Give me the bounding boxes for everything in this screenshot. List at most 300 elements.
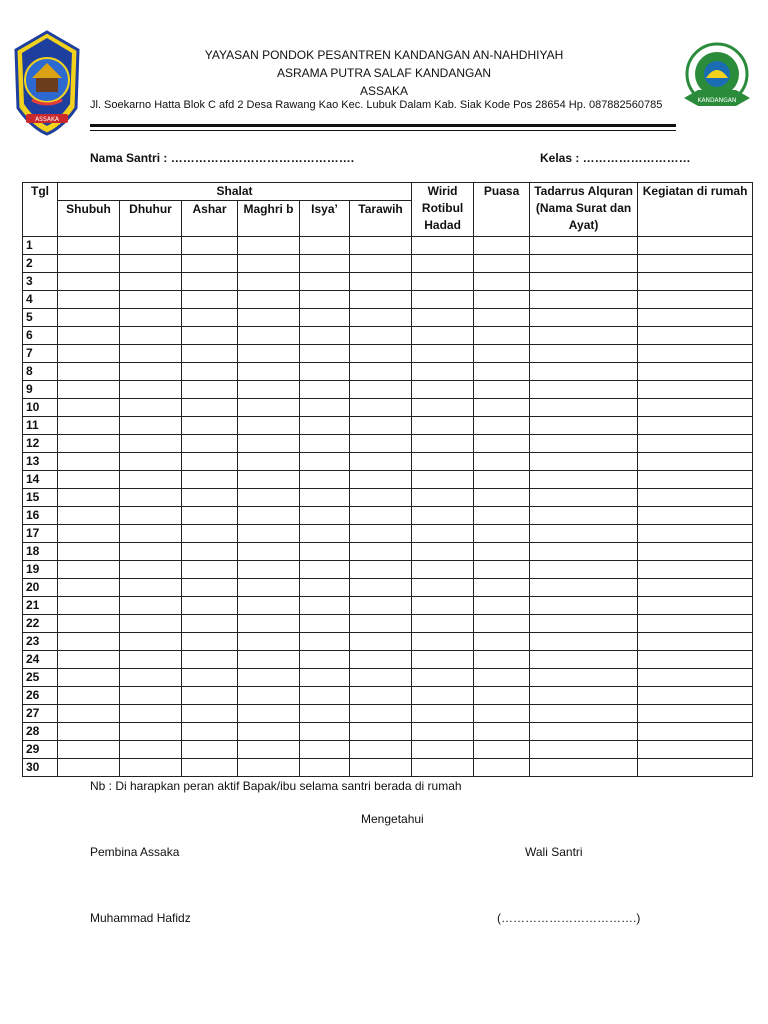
entry-cell[interactable] — [58, 399, 120, 417]
entry-cell[interactable] — [530, 489, 638, 507]
entry-cell[interactable] — [300, 633, 350, 651]
entry-cell[interactable] — [238, 453, 300, 471]
entry-cell[interactable] — [350, 363, 412, 381]
entry-cell[interactable] — [182, 399, 238, 417]
entry-cell[interactable] — [412, 633, 474, 651]
entry-cell[interactable] — [120, 597, 182, 615]
entry-cell[interactable] — [474, 723, 530, 741]
entry-cell[interactable] — [638, 669, 753, 687]
entry-cell[interactable] — [300, 723, 350, 741]
entry-cell[interactable] — [182, 651, 238, 669]
entry-cell[interactable] — [238, 633, 300, 651]
entry-cell[interactable] — [58, 579, 120, 597]
entry-cell[interactable] — [638, 489, 753, 507]
entry-cell[interactable] — [412, 597, 474, 615]
entry-cell[interactable] — [120, 363, 182, 381]
entry-cell[interactable] — [120, 741, 182, 759]
entry-cell[interactable] — [474, 417, 530, 435]
entry-cell[interactable] — [412, 615, 474, 633]
entry-cell[interactable] — [474, 507, 530, 525]
entry-cell[interactable] — [474, 381, 530, 399]
entry-cell[interactable] — [638, 741, 753, 759]
entry-cell[interactable] — [350, 435, 412, 453]
entry-cell[interactable] — [350, 525, 412, 543]
entry-cell[interactable] — [238, 345, 300, 363]
entry-cell[interactable] — [350, 507, 412, 525]
entry-cell[interactable] — [350, 669, 412, 687]
entry-cell[interactable] — [412, 255, 474, 273]
entry-cell[interactable] — [238, 669, 300, 687]
entry-cell[interactable] — [530, 561, 638, 579]
entry-cell[interactable] — [300, 381, 350, 399]
entry-cell[interactable] — [58, 723, 120, 741]
entry-cell[interactable] — [300, 471, 350, 489]
entry-cell[interactable] — [300, 255, 350, 273]
entry-cell[interactable] — [412, 327, 474, 345]
entry-cell[interactable] — [238, 579, 300, 597]
entry-cell[interactable] — [238, 615, 300, 633]
entry-cell[interactable] — [350, 237, 412, 255]
entry-cell[interactable] — [474, 597, 530, 615]
entry-cell[interactable] — [182, 381, 238, 399]
entry-cell[interactable] — [300, 705, 350, 723]
entry-cell[interactable] — [58, 615, 120, 633]
entry-cell[interactable] — [182, 705, 238, 723]
entry-cell[interactable] — [238, 741, 300, 759]
entry-cell[interactable] — [530, 435, 638, 453]
entry-cell[interactable] — [474, 579, 530, 597]
entry-cell[interactable] — [120, 327, 182, 345]
entry-cell[interactable] — [638, 363, 753, 381]
entry-cell[interactable] — [412, 453, 474, 471]
entry-cell[interactable] — [530, 705, 638, 723]
entry-cell[interactable] — [182, 327, 238, 345]
entry-cell[interactable] — [300, 237, 350, 255]
entry-cell[interactable] — [182, 723, 238, 741]
entry-cell[interactable] — [120, 381, 182, 399]
entry-cell[interactable] — [300, 525, 350, 543]
entry-cell[interactable] — [300, 741, 350, 759]
entry-cell[interactable] — [638, 615, 753, 633]
entry-cell[interactable] — [350, 453, 412, 471]
entry-cell[interactable] — [182, 471, 238, 489]
entry-cell[interactable] — [120, 417, 182, 435]
entry-cell[interactable] — [300, 435, 350, 453]
entry-cell[interactable] — [638, 327, 753, 345]
entry-cell[interactable] — [350, 417, 412, 435]
entry-cell[interactable] — [238, 543, 300, 561]
entry-cell[interactable] — [182, 579, 238, 597]
entry-cell[interactable] — [530, 237, 638, 255]
entry-cell[interactable] — [120, 273, 182, 291]
entry-cell[interactable] — [638, 471, 753, 489]
entry-cell[interactable] — [238, 687, 300, 705]
entry-cell[interactable] — [182, 543, 238, 561]
entry-cell[interactable] — [238, 309, 300, 327]
entry-cell[interactable] — [350, 741, 412, 759]
entry-cell[interactable] — [300, 597, 350, 615]
entry-cell[interactable] — [350, 327, 412, 345]
entry-cell[interactable] — [350, 489, 412, 507]
entry-cell[interactable] — [120, 687, 182, 705]
entry-cell[interactable] — [58, 435, 120, 453]
student-name-field[interactable]: Nama Santri : ………………………………………. — [90, 151, 355, 165]
entry-cell[interactable] — [238, 471, 300, 489]
entry-cell[interactable] — [412, 741, 474, 759]
entry-cell[interactable] — [182, 741, 238, 759]
entry-cell[interactable] — [182, 435, 238, 453]
entry-cell[interactable] — [300, 507, 350, 525]
entry-cell[interactable] — [638, 543, 753, 561]
entry-cell[interactable] — [412, 363, 474, 381]
entry-cell[interactable] — [120, 453, 182, 471]
entry-cell[interactable] — [238, 759, 300, 777]
entry-cell[interactable] — [58, 255, 120, 273]
entry-cell[interactable] — [350, 723, 412, 741]
entry-cell[interactable] — [350, 471, 412, 489]
entry-cell[interactable] — [182, 489, 238, 507]
entry-cell[interactable] — [238, 255, 300, 273]
entry-cell[interactable] — [120, 759, 182, 777]
entry-cell[interactable] — [530, 687, 638, 705]
entry-cell[interactable] — [300, 687, 350, 705]
entry-cell[interactable] — [412, 471, 474, 489]
entry-cell[interactable] — [182, 561, 238, 579]
entry-cell[interactable] — [58, 561, 120, 579]
entry-cell[interactable] — [58, 363, 120, 381]
entry-cell[interactable] — [300, 309, 350, 327]
entry-cell[interactable] — [530, 309, 638, 327]
entry-cell[interactable] — [120, 309, 182, 327]
entry-cell[interactable] — [300, 561, 350, 579]
entry-cell[interactable] — [638, 579, 753, 597]
entry-cell[interactable] — [182, 633, 238, 651]
entry-cell[interactable] — [238, 363, 300, 381]
entry-cell[interactable] — [120, 345, 182, 363]
entry-cell[interactable] — [300, 363, 350, 381]
entry-cell[interactable] — [638, 309, 753, 327]
entry-cell[interactable] — [58, 345, 120, 363]
entry-cell[interactable] — [182, 615, 238, 633]
entry-cell[interactable] — [120, 633, 182, 651]
entry-cell[interactable] — [412, 705, 474, 723]
entry-cell[interactable] — [238, 237, 300, 255]
entry-cell[interactable] — [182, 453, 238, 471]
entry-cell[interactable] — [350, 597, 412, 615]
entry-cell[interactable] — [350, 255, 412, 273]
entry-cell[interactable] — [638, 561, 753, 579]
entry-cell[interactable] — [530, 399, 638, 417]
entry-cell[interactable] — [300, 669, 350, 687]
entry-cell[interactable] — [58, 327, 120, 345]
entry-cell[interactable] — [350, 651, 412, 669]
entry-cell[interactable] — [238, 381, 300, 399]
entry-cell[interactable] — [182, 291, 238, 309]
entry-cell[interactable] — [58, 237, 120, 255]
entry-cell[interactable] — [58, 309, 120, 327]
entry-cell[interactable] — [412, 543, 474, 561]
entry-cell[interactable] — [530, 291, 638, 309]
entry-cell[interactable] — [412, 525, 474, 543]
entry-cell[interactable] — [474, 543, 530, 561]
entry-cell[interactable] — [638, 687, 753, 705]
entry-cell[interactable] — [350, 633, 412, 651]
entry-cell[interactable] — [412, 237, 474, 255]
entry-cell[interactable] — [638, 633, 753, 651]
entry-cell[interactable] — [412, 399, 474, 417]
entry-cell[interactable] — [300, 579, 350, 597]
entry-cell[interactable] — [474, 561, 530, 579]
entry-cell[interactable] — [58, 759, 120, 777]
entry-cell[interactable] — [412, 579, 474, 597]
entry-cell[interactable] — [530, 255, 638, 273]
entry-cell[interactable] — [182, 687, 238, 705]
entry-cell[interactable] — [182, 237, 238, 255]
entry-cell[interactable] — [474, 399, 530, 417]
entry-cell[interactable] — [300, 615, 350, 633]
entry-cell[interactable] — [638, 597, 753, 615]
entry-cell[interactable] — [412, 291, 474, 309]
entry-cell[interactable] — [474, 705, 530, 723]
entry-cell[interactable] — [474, 255, 530, 273]
entry-cell[interactable] — [638, 417, 753, 435]
entry-cell[interactable] — [638, 255, 753, 273]
entry-cell[interactable] — [530, 651, 638, 669]
entry-cell[interactable] — [412, 381, 474, 399]
entry-cell[interactable] — [182, 345, 238, 363]
entry-cell[interactable] — [238, 507, 300, 525]
entry-cell[interactable] — [530, 507, 638, 525]
entry-cell[interactable] — [638, 345, 753, 363]
entry-cell[interactable] — [350, 543, 412, 561]
entry-cell[interactable] — [530, 633, 638, 651]
entry-cell[interactable] — [530, 543, 638, 561]
entry-cell[interactable] — [474, 453, 530, 471]
entry-cell[interactable] — [412, 687, 474, 705]
entry-cell[interactable] — [238, 597, 300, 615]
entry-cell[interactable] — [120, 723, 182, 741]
entry-cell[interactable] — [120, 579, 182, 597]
entry-cell[interactable] — [350, 345, 412, 363]
entry-cell[interactable] — [530, 471, 638, 489]
entry-cell[interactable] — [58, 741, 120, 759]
entry-cell[interactable] — [412, 759, 474, 777]
entry-cell[interactable] — [182, 309, 238, 327]
entry-cell[interactable] — [530, 759, 638, 777]
entry-cell[interactable] — [530, 417, 638, 435]
entry-cell[interactable] — [300, 399, 350, 417]
entry-cell[interactable] — [238, 399, 300, 417]
entry-cell[interactable] — [120, 525, 182, 543]
entry-cell[interactable] — [58, 651, 120, 669]
entry-cell[interactable] — [412, 669, 474, 687]
entry-cell[interactable] — [238, 561, 300, 579]
entry-cell[interactable] — [300, 291, 350, 309]
entry-cell[interactable] — [530, 345, 638, 363]
entry-cell[interactable] — [412, 417, 474, 435]
entry-cell[interactable] — [530, 579, 638, 597]
entry-cell[interactable] — [474, 525, 530, 543]
entry-cell[interactable] — [474, 651, 530, 669]
entry-cell[interactable] — [300, 273, 350, 291]
entry-cell[interactable] — [58, 471, 120, 489]
entry-cell[interactable] — [182, 597, 238, 615]
entry-cell[interactable] — [120, 669, 182, 687]
entry-cell[interactable] — [120, 651, 182, 669]
entry-cell[interactable] — [58, 489, 120, 507]
entry-cell[interactable] — [474, 345, 530, 363]
entry-cell[interactable] — [638, 723, 753, 741]
entry-cell[interactable] — [300, 543, 350, 561]
entry-cell[interactable] — [412, 345, 474, 363]
entry-cell[interactable] — [350, 687, 412, 705]
entry-cell[interactable] — [638, 273, 753, 291]
entry-cell[interactable] — [238, 525, 300, 543]
entry-cell[interactable] — [58, 525, 120, 543]
entry-cell[interactable] — [182, 273, 238, 291]
entry-cell[interactable] — [120, 435, 182, 453]
entry-cell[interactable] — [238, 327, 300, 345]
entry-cell[interactable] — [412, 435, 474, 453]
entry-cell[interactable] — [58, 453, 120, 471]
entry-cell[interactable] — [638, 525, 753, 543]
entry-cell[interactable] — [412, 273, 474, 291]
entry-cell[interactable] — [58, 633, 120, 651]
entry-cell[interactable] — [474, 741, 530, 759]
entry-cell[interactable] — [300, 345, 350, 363]
entry-cell[interactable] — [58, 291, 120, 309]
entry-cell[interactable] — [120, 255, 182, 273]
entry-cell[interactable] — [530, 453, 638, 471]
entry-cell[interactable] — [638, 435, 753, 453]
entry-cell[interactable] — [638, 705, 753, 723]
entry-cell[interactable] — [638, 291, 753, 309]
entry-cell[interactable] — [412, 651, 474, 669]
entry-cell[interactable] — [350, 273, 412, 291]
entry-cell[interactable] — [238, 435, 300, 453]
entry-cell[interactable] — [182, 255, 238, 273]
entry-cell[interactable] — [638, 453, 753, 471]
entry-cell[interactable] — [350, 309, 412, 327]
entry-cell[interactable] — [530, 597, 638, 615]
entry-cell[interactable] — [120, 471, 182, 489]
entry-cell[interactable] — [638, 507, 753, 525]
entry-cell[interactable] — [238, 489, 300, 507]
entry-cell[interactable] — [474, 615, 530, 633]
entry-cell[interactable] — [530, 615, 638, 633]
entry-cell[interactable] — [474, 471, 530, 489]
entry-cell[interactable] — [300, 417, 350, 435]
entry-cell[interactable] — [638, 381, 753, 399]
entry-cell[interactable] — [120, 615, 182, 633]
entry-cell[interactable] — [58, 543, 120, 561]
entry-cell[interactable] — [474, 291, 530, 309]
entry-cell[interactable] — [350, 399, 412, 417]
entry-cell[interactable] — [182, 525, 238, 543]
entry-cell[interactable] — [300, 489, 350, 507]
entry-cell[interactable] — [474, 687, 530, 705]
entry-cell[interactable] — [182, 507, 238, 525]
entry-cell[interactable] — [412, 507, 474, 525]
entry-cell[interactable] — [350, 615, 412, 633]
entry-cell[interactable] — [412, 561, 474, 579]
entry-cell[interactable] — [638, 651, 753, 669]
entry-cell[interactable] — [412, 723, 474, 741]
entry-cell[interactable] — [182, 759, 238, 777]
entry-cell[interactable] — [638, 399, 753, 417]
entry-cell[interactable] — [530, 723, 638, 741]
entry-cell[interactable] — [474, 273, 530, 291]
entry-cell[interactable] — [238, 273, 300, 291]
entry-cell[interactable] — [350, 579, 412, 597]
entry-cell[interactable] — [412, 309, 474, 327]
entry-cell[interactable] — [638, 237, 753, 255]
entry-cell[interactable] — [350, 759, 412, 777]
entry-cell[interactable] — [474, 489, 530, 507]
entry-cell[interactable] — [58, 705, 120, 723]
entry-cell[interactable] — [238, 705, 300, 723]
entry-cell[interactable] — [412, 489, 474, 507]
entry-cell[interactable] — [300, 759, 350, 777]
entry-cell[interactable] — [58, 381, 120, 399]
entry-cell[interactable] — [120, 507, 182, 525]
entry-cell[interactable] — [58, 597, 120, 615]
entry-cell[interactable] — [238, 417, 300, 435]
entry-cell[interactable] — [350, 381, 412, 399]
class-field[interactable]: Kelas : ……………………… — [540, 151, 691, 165]
entry-cell[interactable] — [120, 489, 182, 507]
entry-cell[interactable] — [300, 651, 350, 669]
entry-cell[interactable] — [530, 525, 638, 543]
entry-cell[interactable] — [58, 687, 120, 705]
entry-cell[interactable] — [350, 705, 412, 723]
entry-cell[interactable] — [238, 651, 300, 669]
entry-cell[interactable] — [530, 363, 638, 381]
entry-cell[interactable] — [58, 273, 120, 291]
entry-cell[interactable] — [182, 363, 238, 381]
entry-cell[interactable] — [182, 669, 238, 687]
entry-cell[interactable] — [350, 561, 412, 579]
entry-cell[interactable] — [530, 273, 638, 291]
entry-cell[interactable] — [530, 669, 638, 687]
entry-cell[interactable] — [638, 759, 753, 777]
entry-cell[interactable] — [474, 363, 530, 381]
entry-cell[interactable] — [58, 669, 120, 687]
entry-cell[interactable] — [474, 669, 530, 687]
entry-cell[interactable] — [58, 507, 120, 525]
guardian-signature-line[interactable]: (…………………………….) — [497, 911, 641, 925]
entry-cell[interactable] — [120, 237, 182, 255]
entry-cell[interactable] — [530, 381, 638, 399]
entry-cell[interactable] — [530, 327, 638, 345]
entry-cell[interactable] — [120, 291, 182, 309]
entry-cell[interactable] — [120, 705, 182, 723]
entry-cell[interactable] — [300, 327, 350, 345]
entry-cell[interactable] — [238, 291, 300, 309]
entry-cell[interactable] — [474, 633, 530, 651]
entry-cell[interactable] — [120, 543, 182, 561]
entry-cell[interactable] — [182, 417, 238, 435]
entry-cell[interactable] — [474, 327, 530, 345]
entry-cell[interactable] — [58, 417, 120, 435]
entry-cell[interactable] — [474, 309, 530, 327]
entry-cell[interactable] — [350, 291, 412, 309]
entry-cell[interactable] — [300, 453, 350, 471]
entry-cell[interactable] — [474, 435, 530, 453]
entry-cell[interactable] — [120, 399, 182, 417]
entry-cell[interactable] — [238, 723, 300, 741]
entry-cell[interactable] — [474, 759, 530, 777]
